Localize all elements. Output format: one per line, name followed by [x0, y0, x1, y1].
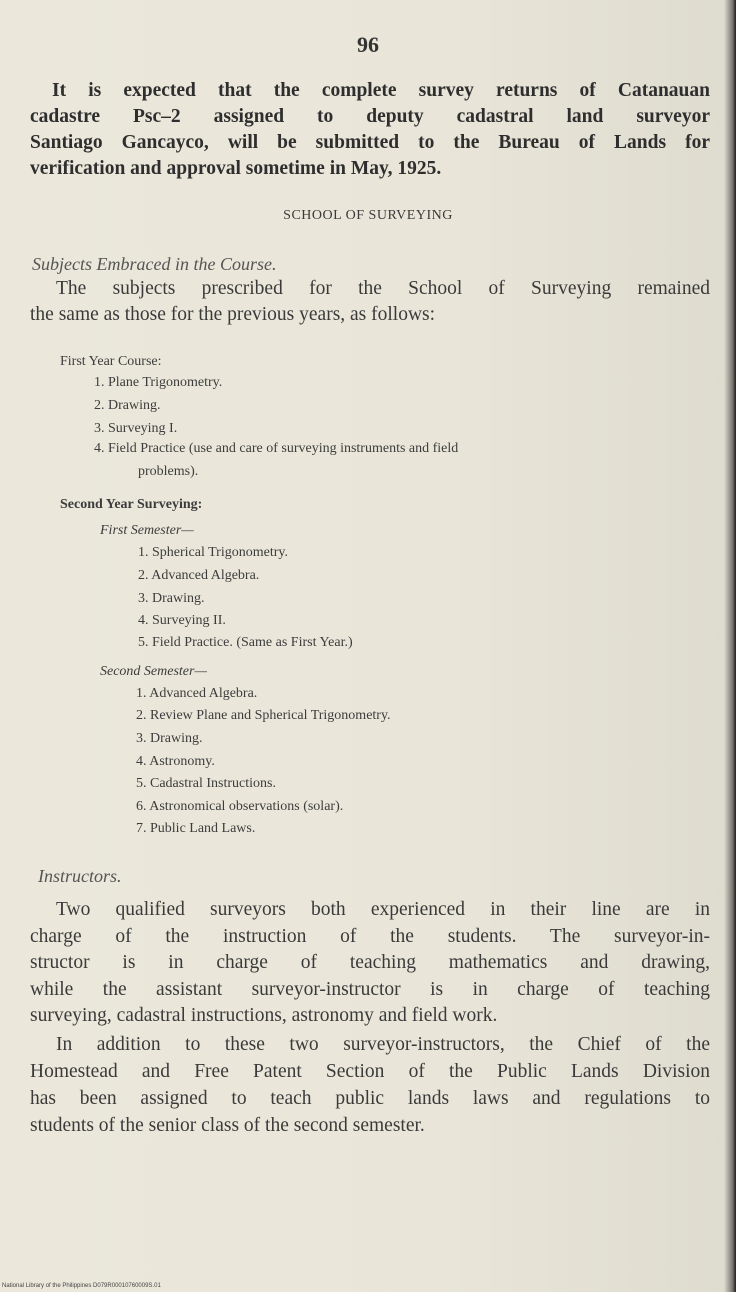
- instructors-line: In addition to these two surveyor-instructors, the Chief of the: [56, 1034, 710, 1055]
- list-item: 5. Field Practice. (Same as First Year.): [138, 635, 353, 650]
- instructors-heading: Instructors.: [38, 866, 122, 886]
- instructors-paragraph-2: [30, 1031, 710, 1139]
- intro-line: verification and approval sometime in May, 1925.: [30, 158, 442, 179]
- list-item: 1. Advanced Algebra.: [136, 686, 258, 701]
- list-item: 5. Cadastral Instructions.: [136, 776, 276, 791]
- list-item: 3. Surveying I.: [94, 421, 178, 436]
- first-semester-label: First Semester—: [100, 523, 194, 538]
- list-item: 2. Drawing.: [94, 398, 161, 413]
- subjects-intro-line: the same as those for the previous years, as follows:: [30, 304, 436, 325]
- list-item: 2. Advanced Algebra.: [138, 568, 260, 583]
- second-year-label: Second Year Surveying:: [60, 497, 203, 512]
- subjects-heading: Subjects Embraced in the Course.: [32, 254, 277, 274]
- list-item: 1. Spherical Trigonometry.: [138, 545, 288, 560]
- instructors-line: charge of the instruction of the students. The surveyor-in-: [30, 925, 710, 947]
- list-item: 1. Plane Trigonometry.: [94, 375, 223, 390]
- subjects-intro-line: The subjects prescribed for the School of Surveying remained: [56, 278, 710, 299]
- first-year-label: First Year Course:: [60, 354, 162, 369]
- instructors-line: structor is in charge of teaching mathematics and drawing,: [30, 952, 710, 973]
- section-title: SCHOOL OF SURVEYING: [283, 208, 453, 223]
- intro-paragraph: [30, 78, 710, 182]
- intro-line: It is expected that the complete survey returns of Catanauan: [52, 80, 710, 101]
- page-edge-shadow: [724, 0, 736, 1292]
- list-item: 3. Drawing.: [136, 731, 203, 746]
- list-item: 4. Surveying II.: [138, 613, 226, 628]
- subjects-intro-paragraph: [30, 276, 710, 328]
- list-item: 2. Review Plane and Spherical Trigonometry.: [136, 708, 391, 723]
- list-item: 7. Public Land Laws.: [136, 821, 256, 836]
- instructors-line: Homestead and Free Patent Section of the Public Lands Division: [30, 1061, 710, 1082]
- instructors-line: surveying, cadastral instructions, astronomy and field work.: [30, 1005, 498, 1026]
- instructors-line: Two qualified surveyors both experienced in their line are in: [56, 899, 710, 920]
- instructors-line: while the assistant surveyor-instructor is in charge of teaching: [30, 978, 710, 1000]
- page-number: 96: [357, 32, 379, 57]
- list-item: 4. Astronomy.: [136, 754, 215, 769]
- scan-footer: National Library of the Philippines D079R00010760009S.01: [2, 1283, 161, 1289]
- instructors-line: has been assigned to teach public lands laws and regulations to: [30, 1088, 710, 1109]
- intro-line: Santiago Gancayco, will be submitted to the Bureau of Lands for: [30, 132, 710, 153]
- instructors-paragraph-1: [30, 897, 710, 1030]
- list-item: 3. Drawing.: [138, 591, 205, 606]
- list-item: 4. Field Practice (use and care of surveying instruments and field: [94, 441, 459, 456]
- instructors-line: students of the senior class of the second semester.: [30, 1115, 425, 1136]
- second-semester-label: Second Semester—: [100, 664, 207, 679]
- list-item: 6. Astronomical observations (solar).: [136, 799, 344, 814]
- intro-line: cadastre Psc–2 assigned to deputy cadastral land surveyor: [30, 106, 710, 127]
- list-item-continuation: problems).: [138, 464, 199, 479]
